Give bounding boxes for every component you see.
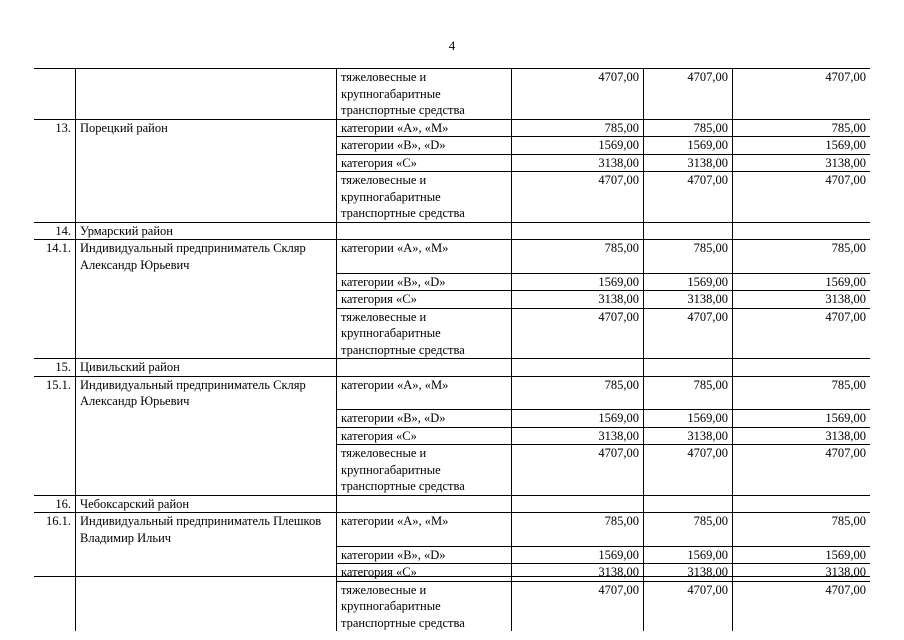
row-number: 15.1. bbox=[34, 376, 76, 410]
district-or-organization bbox=[76, 137, 337, 155]
table-row bbox=[34, 172, 870, 223]
vehicle-category bbox=[337, 359, 512, 377]
table-row bbox=[34, 359, 870, 377]
price-cell: 4707,00 bbox=[733, 581, 871, 631]
row-number bbox=[34, 410, 76, 428]
row-number bbox=[34, 137, 76, 155]
district-or-organization bbox=[76, 69, 337, 120]
district-or-organization: Цивильский район bbox=[76, 359, 337, 377]
vehicle-category bbox=[337, 222, 512, 240]
price-cell: 1569,00 bbox=[733, 273, 871, 291]
price-cell: 3138,00 bbox=[512, 564, 644, 582]
price-cell bbox=[733, 222, 871, 240]
district-or-organization: Индивидуальный предприниматель Скляр Александр Юрьевич bbox=[76, 376, 337, 410]
table-row bbox=[34, 410, 870, 428]
price-cell: 1569,00 bbox=[644, 546, 733, 564]
table-row bbox=[34, 564, 870, 582]
vehicle-category: категории «А», «М» bbox=[337, 376, 512, 410]
vehicle-category: категории «В», «D» bbox=[337, 410, 512, 428]
district-or-organization bbox=[76, 154, 337, 172]
row-number bbox=[34, 273, 76, 291]
row-number: 15. bbox=[34, 359, 76, 377]
price-cell: 785,00 bbox=[512, 376, 644, 410]
row-number bbox=[34, 172, 76, 223]
vehicle-category: тяжеловесные и крупногабаритные транспортные средства bbox=[337, 581, 512, 631]
price-cell: 3138,00 bbox=[644, 291, 733, 309]
district-or-organization bbox=[76, 172, 337, 223]
table-row bbox=[34, 445, 870, 496]
table-row bbox=[34, 222, 870, 240]
price-cell: 3138,00 bbox=[644, 154, 733, 172]
row-number bbox=[34, 427, 76, 445]
row-number bbox=[34, 581, 76, 631]
table-row bbox=[34, 427, 870, 445]
price-cell: 785,00 bbox=[512, 119, 644, 137]
price-cell: 4707,00 bbox=[644, 172, 733, 223]
district-or-organization bbox=[76, 291, 337, 309]
table-row bbox=[34, 513, 870, 547]
vehicle-category: категория «С» bbox=[337, 427, 512, 445]
district-or-organization: Порецкий район bbox=[76, 119, 337, 137]
price-cell: 785,00 bbox=[512, 513, 644, 547]
price-cell: 4707,00 bbox=[644, 308, 733, 359]
price-cell: 3138,00 bbox=[512, 154, 644, 172]
price-cell: 3138,00 bbox=[644, 564, 733, 582]
table-row bbox=[34, 273, 870, 291]
price-cell: 4707,00 bbox=[733, 172, 871, 223]
price-cell: 1569,00 bbox=[512, 273, 644, 291]
vehicle-category: категории «А», «М» bbox=[337, 240, 512, 274]
price-cell bbox=[733, 359, 871, 377]
row-number bbox=[34, 154, 76, 172]
row-number: 16. bbox=[34, 495, 76, 513]
price-cell: 1569,00 bbox=[512, 410, 644, 428]
row-number bbox=[34, 445, 76, 496]
price-cell: 785,00 bbox=[644, 376, 733, 410]
district-or-organization: Урмарский район bbox=[76, 222, 337, 240]
price-cell bbox=[733, 495, 871, 513]
price-cell bbox=[512, 495, 644, 513]
price-cell: 1569,00 bbox=[644, 273, 733, 291]
price-cell: 1569,00 bbox=[644, 410, 733, 428]
price-cell bbox=[512, 359, 644, 377]
district-or-organization bbox=[76, 546, 337, 564]
vehicle-category bbox=[337, 495, 512, 513]
table-row bbox=[34, 308, 870, 359]
table-bottom-border bbox=[34, 576, 870, 577]
price-cell: 1569,00 bbox=[733, 137, 871, 155]
vehicle-category: категории «А», «М» bbox=[337, 513, 512, 547]
price-cell: 3138,00 bbox=[644, 427, 733, 445]
vehicle-category: тяжеловесные и крупногабаритные транспортные средства bbox=[337, 69, 512, 120]
price-cell: 4707,00 bbox=[512, 445, 644, 496]
vehicle-category: категории «В», «D» bbox=[337, 273, 512, 291]
price-cell: 4707,00 bbox=[512, 581, 644, 631]
fee-table bbox=[34, 68, 870, 631]
table-row bbox=[34, 240, 870, 274]
table-row bbox=[34, 154, 870, 172]
price-cell: 1569,00 bbox=[512, 546, 644, 564]
row-number bbox=[34, 291, 76, 309]
price-cell bbox=[644, 359, 733, 377]
price-cell: 4707,00 bbox=[512, 69, 644, 120]
table-row bbox=[34, 581, 870, 631]
price-cell: 3138,00 bbox=[512, 427, 644, 445]
price-cell bbox=[644, 222, 733, 240]
price-cell: 3138,00 bbox=[512, 291, 644, 309]
price-cell: 785,00 bbox=[512, 240, 644, 274]
vehicle-category: категории «В», «D» bbox=[337, 546, 512, 564]
row-number bbox=[34, 564, 76, 582]
price-cell: 3138,00 bbox=[733, 154, 871, 172]
vehicle-category: тяжеловесные и крупногабаритные транспортные средства bbox=[337, 172, 512, 223]
district-or-organization bbox=[76, 308, 337, 359]
page-number: 4 bbox=[448, 38, 456, 53]
price-cell: 3138,00 bbox=[733, 564, 871, 582]
price-cell: 4707,00 bbox=[644, 69, 733, 120]
price-cell bbox=[644, 495, 733, 513]
district-or-organization bbox=[76, 427, 337, 445]
price-cell: 3138,00 bbox=[733, 427, 871, 445]
row-number bbox=[34, 546, 76, 564]
table-row bbox=[34, 376, 870, 410]
price-cell: 785,00 bbox=[644, 240, 733, 274]
price-cell: 785,00 bbox=[644, 119, 733, 137]
district-or-organization: Чебоксарский район bbox=[76, 495, 337, 513]
vehicle-category: категории «В», «D» bbox=[337, 137, 512, 155]
row-number: 14.1. bbox=[34, 240, 76, 274]
district-or-organization bbox=[76, 581, 337, 631]
price-cell: 1569,00 bbox=[733, 546, 871, 564]
district-or-organization: Индивидуальный предприниматель Скляр Александр Юрьевич bbox=[76, 240, 337, 274]
row-number bbox=[34, 308, 76, 359]
row-number bbox=[34, 69, 76, 120]
price-cell: 4707,00 bbox=[644, 581, 733, 631]
price-cell: 785,00 bbox=[644, 513, 733, 547]
price-cell: 4707,00 bbox=[644, 445, 733, 496]
vehicle-category: категории «А», «М» bbox=[337, 119, 512, 137]
price-cell: 4707,00 bbox=[512, 172, 644, 223]
price-cell: 4707,00 bbox=[733, 308, 871, 359]
price-cell: 785,00 bbox=[733, 240, 871, 274]
price-cell bbox=[512, 222, 644, 240]
price-cell: 4707,00 bbox=[733, 69, 871, 120]
district-or-organization bbox=[76, 410, 337, 428]
vehicle-category: категория «С» bbox=[337, 291, 512, 309]
row-number: 14. bbox=[34, 222, 76, 240]
district-or-organization bbox=[76, 445, 337, 496]
price-cell: 785,00 bbox=[733, 513, 871, 547]
district-or-organization bbox=[76, 564, 337, 582]
table-row bbox=[34, 495, 870, 513]
table-row bbox=[34, 69, 870, 120]
price-cell: 1569,00 bbox=[644, 137, 733, 155]
table-row bbox=[34, 291, 870, 309]
district-or-organization: Индивидуальный предприниматель Плешков Владимир Ильич bbox=[76, 513, 337, 547]
vehicle-category: тяжеловесные и крупногабаритные транспортные средства bbox=[337, 308, 512, 359]
table-row bbox=[34, 546, 870, 564]
vehicle-category: категория «С» bbox=[337, 154, 512, 172]
table-row bbox=[34, 119, 870, 137]
row-number: 16.1. bbox=[34, 513, 76, 547]
price-cell: 1569,00 bbox=[512, 137, 644, 155]
vehicle-category: тяжеловесные и крупногабаритные транспортные средства bbox=[337, 445, 512, 496]
row-number: 13. bbox=[34, 119, 76, 137]
table-row bbox=[34, 137, 870, 155]
price-cell: 785,00 bbox=[733, 119, 871, 137]
price-cell: 4707,00 bbox=[733, 445, 871, 496]
district-or-organization bbox=[76, 273, 337, 291]
price-cell: 4707,00 bbox=[512, 308, 644, 359]
price-cell: 1569,00 bbox=[733, 410, 871, 428]
vehicle-category: категория «С» bbox=[337, 564, 512, 582]
price-cell: 785,00 bbox=[733, 376, 871, 410]
price-cell: 3138,00 bbox=[733, 291, 871, 309]
